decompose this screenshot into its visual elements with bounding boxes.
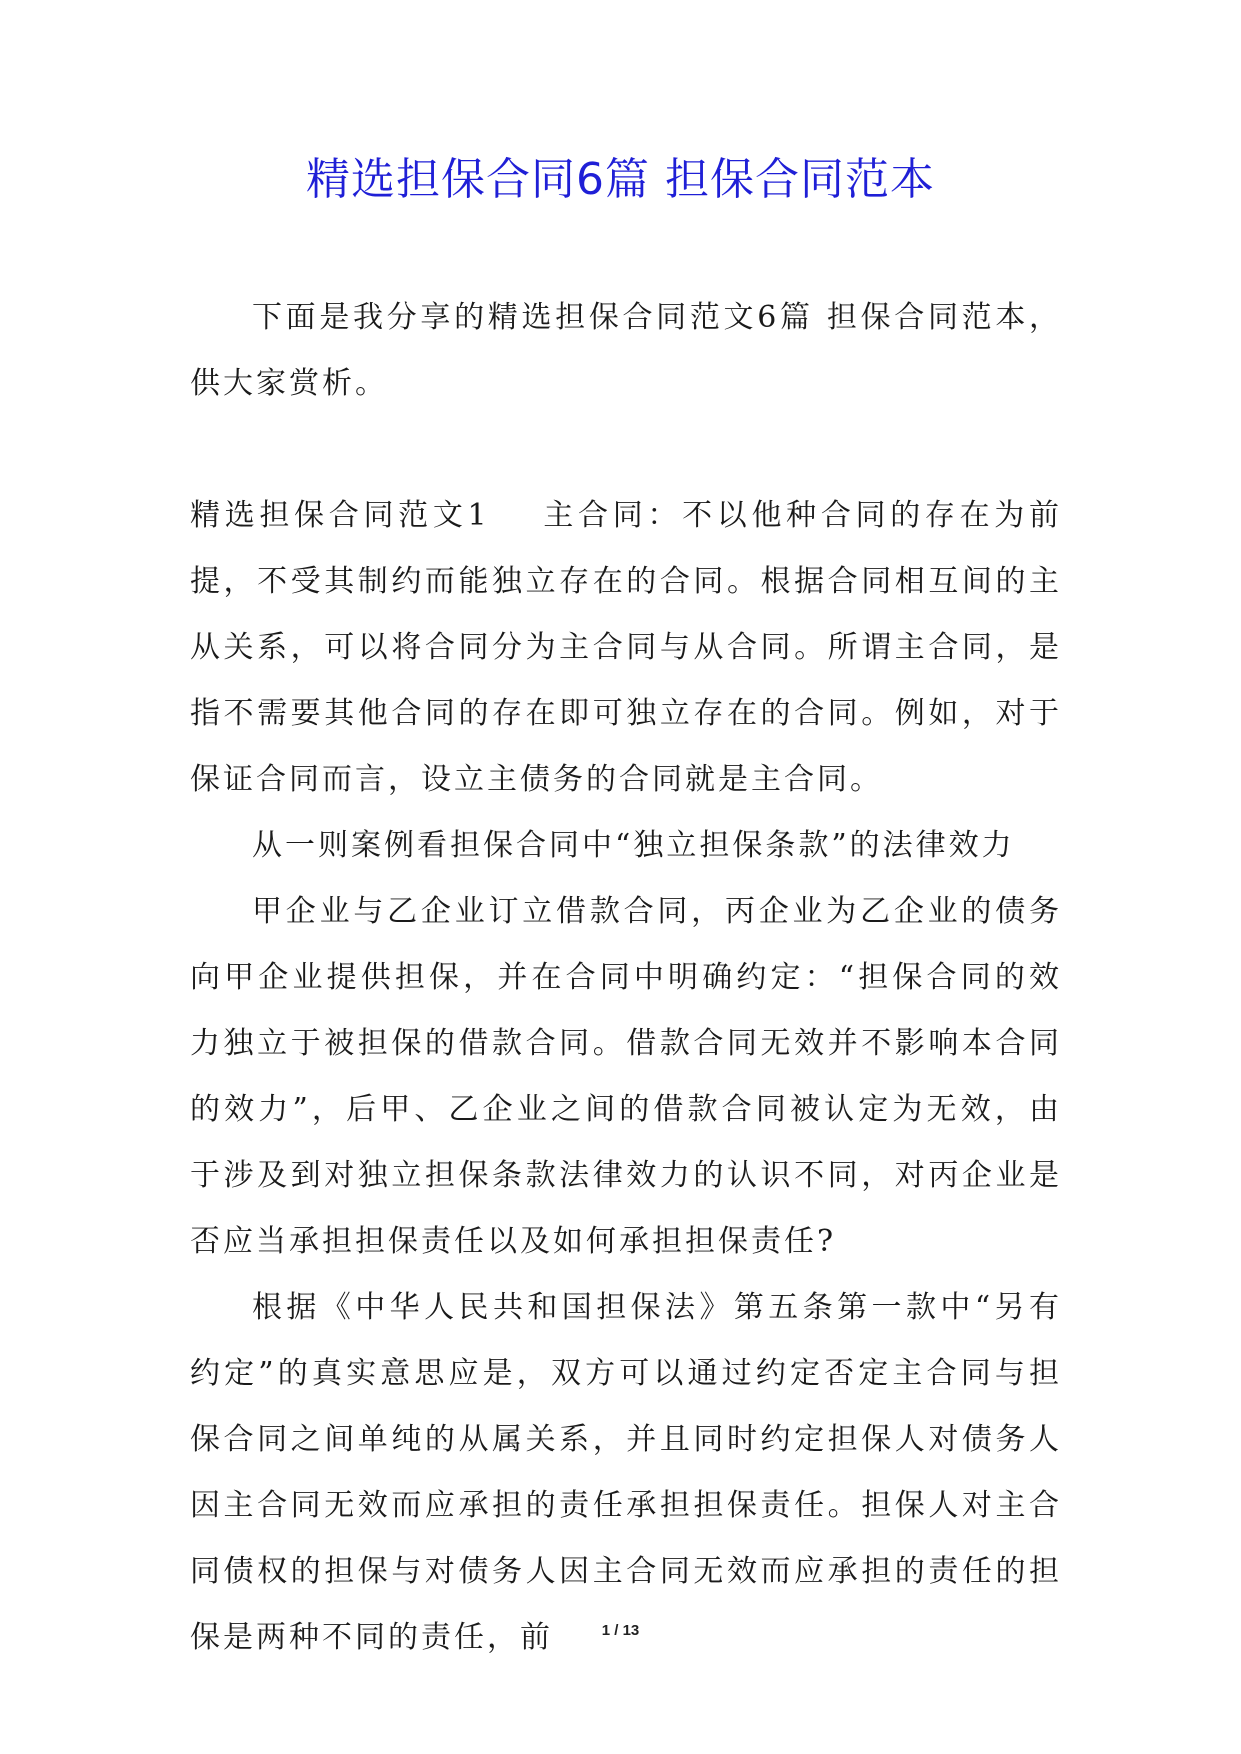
case-facts-paragraph: 甲企业与乙企业订立借款合同，丙企业为乙企业的债务向甲企业提供担保，并在合同中明确约定：“担保合同的效力独立于被担保的借款合同。借款合同无效并不影响本合同的效力”，后甲、乙企业之间的借款合同被认定为无效，由于涉及到对独立担保条款法律效力的认识不同，对丙企业是否应当承担担保责任以及如何承担担保责任?	[190, 894, 1062, 1259]
paragraph-text: 主合同：不以他种合同的存在为前提，不受其制约而能独立存在的合同。根据合同相互间的主从关系，可以将合同分为主合同与从合同。所谓主合同，是指不需要其他合同的存在即可独立存在的合同。例如，对于保证合同而言，设立主债务的合同就是主合同。	[190, 498, 1062, 797]
section-heading: 精选担保合同范文1	[190, 498, 490, 533]
paragraph-spacer	[190, 417, 1062, 483]
case-heading-paragraph: 从一则案例看担保合同中“独立担保条款”的法律效力	[252, 828, 1015, 863]
document-title: 精选担保合同6篇 担保合同范本	[306, 154, 935, 205]
legal-analysis-paragraph: 根据《中华人民共和国担保法》第五条第一款中“另有约定”的真实意思应是，双方可以通过约定否定主合同与担保合同之间单纯的从属关系，并且同时约定担保人对债务人因主合同无效而应承担的责任承担担保责任。担保人对主合同债权的担保与对债务人因主合同无效而应承担的责任的担保是两种不同的责任，前	[190, 1290, 1062, 1655]
document-body	[190, 285, 1062, 1671]
intro-paragraph: 下面是我分享的精选担保合同范文6篇 担保合同范本，供大家赏析。	[190, 300, 1062, 401]
section-paragraph-1	[190, 483, 1062, 813]
page-number: 1 / 13	[601, 1622, 640, 1639]
